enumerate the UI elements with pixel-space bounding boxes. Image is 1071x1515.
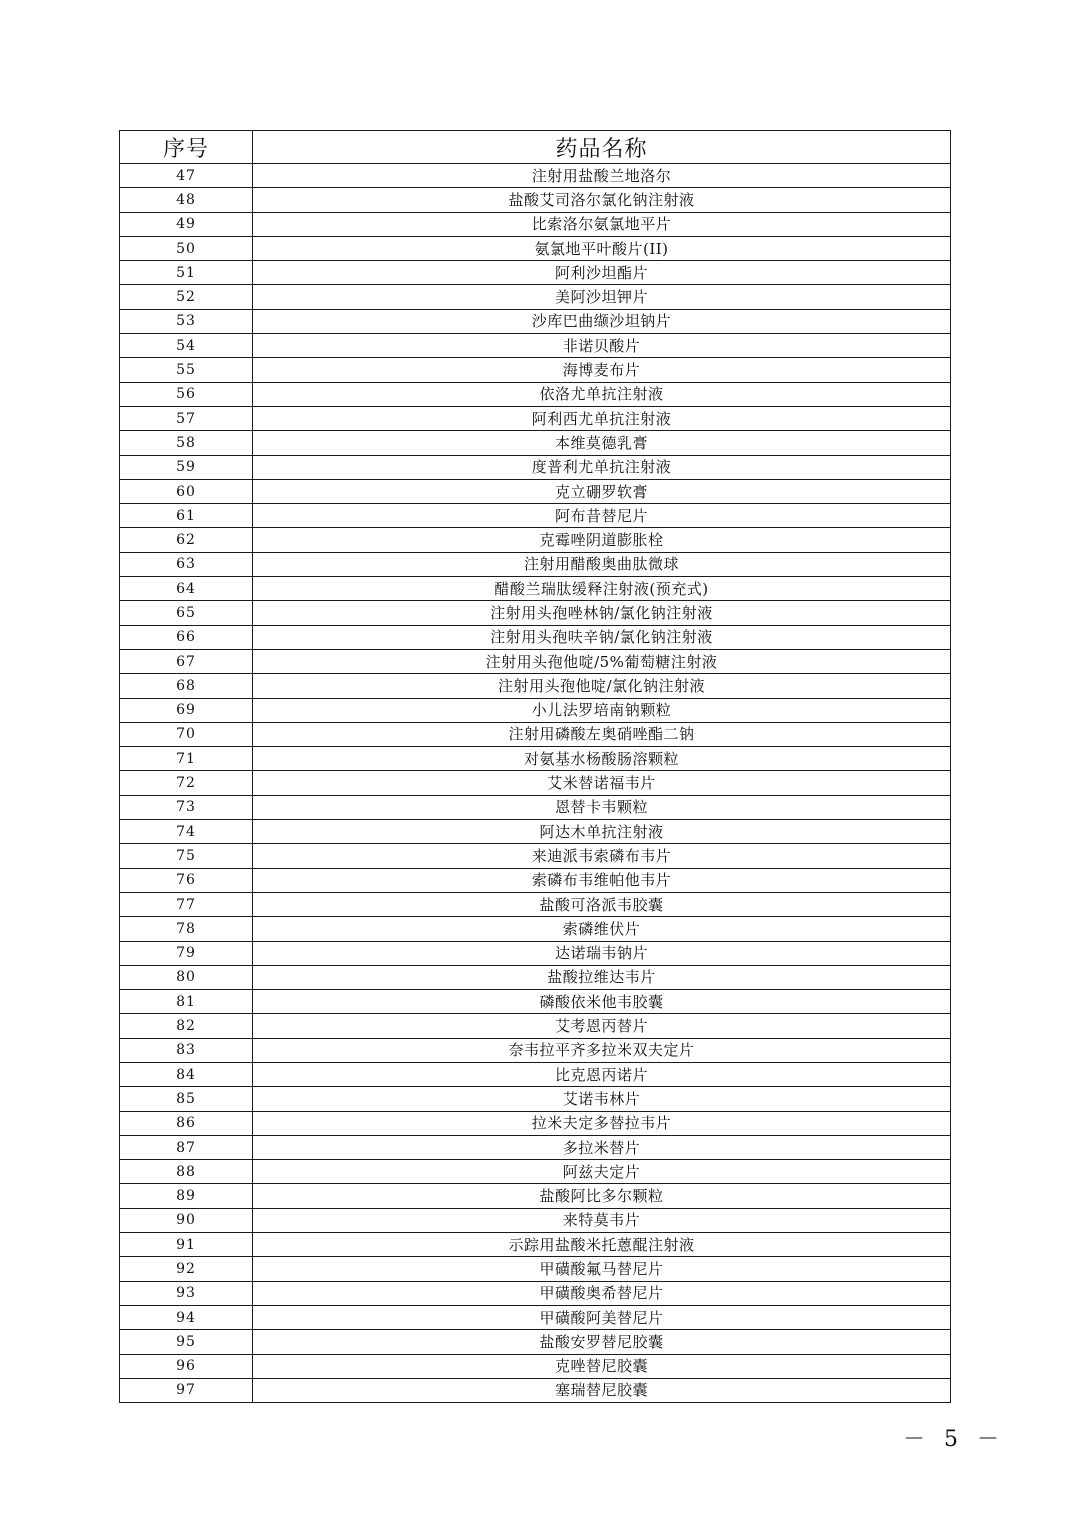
- row-drug-name: 恩替卡韦颗粒: [253, 795, 951, 819]
- table-row: [120, 965, 951, 989]
- row-drug-name: 来迪派韦索磷布韦片: [253, 844, 951, 868]
- table-row: [120, 1281, 951, 1305]
- table-row: [120, 406, 951, 430]
- row-index: 82: [120, 1014, 253, 1038]
- row-index: 90: [120, 1208, 253, 1232]
- row-index: 60: [120, 479, 253, 503]
- row-index: 93: [120, 1281, 253, 1305]
- table-row: [120, 479, 951, 503]
- row-drug-name: 来特莫韦片: [253, 1208, 951, 1232]
- table-row: [120, 601, 951, 625]
- row-index: 65: [120, 601, 253, 625]
- row-drug-name: 阿布昔替尼片: [253, 504, 951, 528]
- row-index: 56: [120, 382, 253, 406]
- row-index: 78: [120, 917, 253, 941]
- table-row: [120, 941, 951, 965]
- table-row: [120, 795, 951, 819]
- table-row: [120, 649, 951, 673]
- row-index: 70: [120, 722, 253, 746]
- row-drug-name: 艾诺韦林片: [253, 1087, 951, 1111]
- table-row: [120, 309, 951, 333]
- row-index: 89: [120, 1184, 253, 1208]
- row-index: 86: [120, 1111, 253, 1135]
- table-row: [120, 1135, 951, 1159]
- table-row: [120, 1087, 951, 1111]
- row-drug-name: 海博麦布片: [253, 358, 951, 382]
- row-drug-name: 达诺瑞韦钠片: [253, 941, 951, 965]
- page-number: － 5 －: [903, 1427, 1005, 1452]
- row-drug-name: 阿兹夫定片: [253, 1160, 951, 1184]
- row-index: 79: [120, 941, 253, 965]
- table-row: [120, 1305, 951, 1329]
- row-drug-name: 氨氯地平叶酸片(II): [253, 236, 951, 260]
- row-drug-name: 注射用头孢唑林钠/氯化钠注射液: [253, 601, 951, 625]
- table-row: [120, 212, 951, 236]
- table-row: [120, 722, 951, 746]
- row-index: 67: [120, 649, 253, 673]
- row-drug-name: 艾米替诺福韦片: [253, 771, 951, 795]
- row-index: 66: [120, 625, 253, 649]
- table-row: [120, 625, 951, 649]
- row-index: 49: [120, 212, 253, 236]
- table-row: [120, 504, 951, 528]
- row-index: 55: [120, 358, 253, 382]
- row-index: 57: [120, 406, 253, 430]
- row-drug-name: 克霉唑阴道膨胀栓: [253, 528, 951, 552]
- table-row: [120, 1233, 951, 1257]
- table-row: [120, 674, 951, 698]
- row-index: 75: [120, 844, 253, 868]
- row-drug-name: 塞瑞替尼胶囊: [253, 1378, 951, 1402]
- table-row: [120, 771, 951, 795]
- table-row: [120, 1257, 951, 1281]
- row-drug-name: 阿利沙坦酯片: [253, 261, 951, 285]
- row-drug-name: 艾考恩丙替片: [253, 1014, 951, 1038]
- row-drug-name: 拉米夫定多替拉韦片: [253, 1111, 951, 1135]
- row-drug-name: 多拉米替片: [253, 1135, 951, 1159]
- table-row: [120, 1208, 951, 1232]
- row-index: 59: [120, 455, 253, 479]
- row-index: 48: [120, 188, 253, 212]
- table-row: [120, 1330, 951, 1354]
- table-row: [120, 820, 951, 844]
- table-row: [120, 868, 951, 892]
- table-row: [120, 1378, 951, 1402]
- row-index: 81: [120, 990, 253, 1014]
- row-drug-name: 甲磺酸奥希替尼片: [253, 1281, 951, 1305]
- row-index: 88: [120, 1160, 253, 1184]
- table-body: [120, 164, 951, 1403]
- table-header-row: [120, 131, 951, 164]
- table-row: [120, 261, 951, 285]
- table-row: [120, 188, 951, 212]
- drug-list-table: [119, 130, 951, 1403]
- row-drug-name: 注射用头孢他啶/5%葡萄糖注射液: [253, 649, 951, 673]
- row-drug-name: 盐酸拉维达韦片: [253, 965, 951, 989]
- row-index: 54: [120, 334, 253, 358]
- table-row: [120, 698, 951, 722]
- row-index: 58: [120, 431, 253, 455]
- row-drug-name: 度普利尤单抗注射液: [253, 455, 951, 479]
- header-index: 序号: [120, 131, 253, 164]
- row-drug-name: 磷酸依米他韦胶囊: [253, 990, 951, 1014]
- row-index: 74: [120, 820, 253, 844]
- row-index: 50: [120, 236, 253, 260]
- row-drug-name: 示踪用盐酸米托蒽醌注射液: [253, 1233, 951, 1257]
- table-row: [120, 334, 951, 358]
- table-row: [120, 285, 951, 309]
- row-drug-name: 比索洛尔氨氯地平片: [253, 212, 951, 236]
- row-drug-name: 小儿法罗培南钠颗粒: [253, 698, 951, 722]
- row-index: 97: [120, 1378, 253, 1402]
- row-drug-name: 索磷布韦维帕他韦片: [253, 868, 951, 892]
- header-drug-name: 药品名称: [253, 131, 951, 164]
- row-index: 95: [120, 1330, 253, 1354]
- table-row: [120, 455, 951, 479]
- row-index: 64: [120, 577, 253, 601]
- row-index: 87: [120, 1135, 253, 1159]
- table-row: [120, 431, 951, 455]
- table-row: [120, 1111, 951, 1135]
- table-row: [120, 990, 951, 1014]
- row-drug-name: 索磷维伏片: [253, 917, 951, 941]
- row-index: 53: [120, 309, 253, 333]
- row-drug-name: 对氨基水杨酸肠溶颗粒: [253, 747, 951, 771]
- row-drug-name: 注射用盐酸兰地洛尔: [253, 164, 951, 188]
- row-drug-name: 甲磺酸氟马替尼片: [253, 1257, 951, 1281]
- row-index: 92: [120, 1257, 253, 1281]
- table-row: [120, 1354, 951, 1378]
- row-drug-name: 阿达木单抗注射液: [253, 820, 951, 844]
- row-drug-name: 醋酸兰瑞肽缓释注射液(预充式): [253, 577, 951, 601]
- row-index: 96: [120, 1354, 253, 1378]
- row-drug-name: 本维莫德乳膏: [253, 431, 951, 455]
- row-drug-name: 注射用醋酸奥曲肽微球: [253, 552, 951, 576]
- row-index: 62: [120, 528, 253, 552]
- row-index: 52: [120, 285, 253, 309]
- row-index: 80: [120, 965, 253, 989]
- row-drug-name: 阿利西尤单抗注射液: [253, 406, 951, 430]
- row-drug-name: 奈韦拉平齐多拉米双夫定片: [253, 1038, 951, 1062]
- table-row: [120, 1014, 951, 1038]
- table-row: [120, 917, 951, 941]
- table-row: [120, 747, 951, 771]
- table-row: [120, 844, 951, 868]
- row-index: 73: [120, 795, 253, 819]
- table-row: [120, 164, 951, 188]
- row-index: 84: [120, 1062, 253, 1086]
- row-index: 91: [120, 1233, 253, 1257]
- table-row: [120, 1184, 951, 1208]
- row-index: 63: [120, 552, 253, 576]
- row-drug-name: 美阿沙坦钾片: [253, 285, 951, 309]
- row-index: 71: [120, 747, 253, 771]
- table-row: [120, 528, 951, 552]
- row-index: 47: [120, 164, 253, 188]
- table-row: [120, 1160, 951, 1184]
- row-index: 61: [120, 504, 253, 528]
- row-index: 94: [120, 1305, 253, 1329]
- row-drug-name: 盐酸安罗替尼胶囊: [253, 1330, 951, 1354]
- row-drug-name: 沙库巴曲缬沙坦钠片: [253, 309, 951, 333]
- table-row: [120, 577, 951, 601]
- row-drug-name: 注射用头孢他啶/氯化钠注射液: [253, 674, 951, 698]
- row-drug-name: 克唑替尼胶囊: [253, 1354, 951, 1378]
- row-drug-name: 注射用头孢呋辛钠/氯化钠注射液: [253, 625, 951, 649]
- row-index: 51: [120, 261, 253, 285]
- table-row: [120, 892, 951, 916]
- row-drug-name: 依洛尤单抗注射液: [253, 382, 951, 406]
- table-row: [120, 236, 951, 260]
- row-drug-name: 注射用磷酸左奥硝唑酯二钠: [253, 722, 951, 746]
- row-index: 68: [120, 674, 253, 698]
- row-index: 76: [120, 868, 253, 892]
- table-row: [120, 1038, 951, 1062]
- row-drug-name: 克立硼罗软膏: [253, 479, 951, 503]
- row-drug-name: 盐酸艾司洛尔氯化钠注射液: [253, 188, 951, 212]
- row-drug-name: 甲磺酸阿美替尼片: [253, 1305, 951, 1329]
- row-index: 85: [120, 1087, 253, 1111]
- table-row: [120, 358, 951, 382]
- row-drug-name: 盐酸可洛派韦胶囊: [253, 892, 951, 916]
- row-index: 83: [120, 1038, 253, 1062]
- row-index: 77: [120, 892, 253, 916]
- table-row: [120, 1062, 951, 1086]
- row-drug-name: 比克恩丙诺片: [253, 1062, 951, 1086]
- row-drug-name: 非诺贝酸片: [253, 334, 951, 358]
- row-drug-name: 盐酸阿比多尔颗粒: [253, 1184, 951, 1208]
- row-index: 69: [120, 698, 253, 722]
- table-row: [120, 382, 951, 406]
- table-row: [120, 552, 951, 576]
- row-index: 72: [120, 771, 253, 795]
